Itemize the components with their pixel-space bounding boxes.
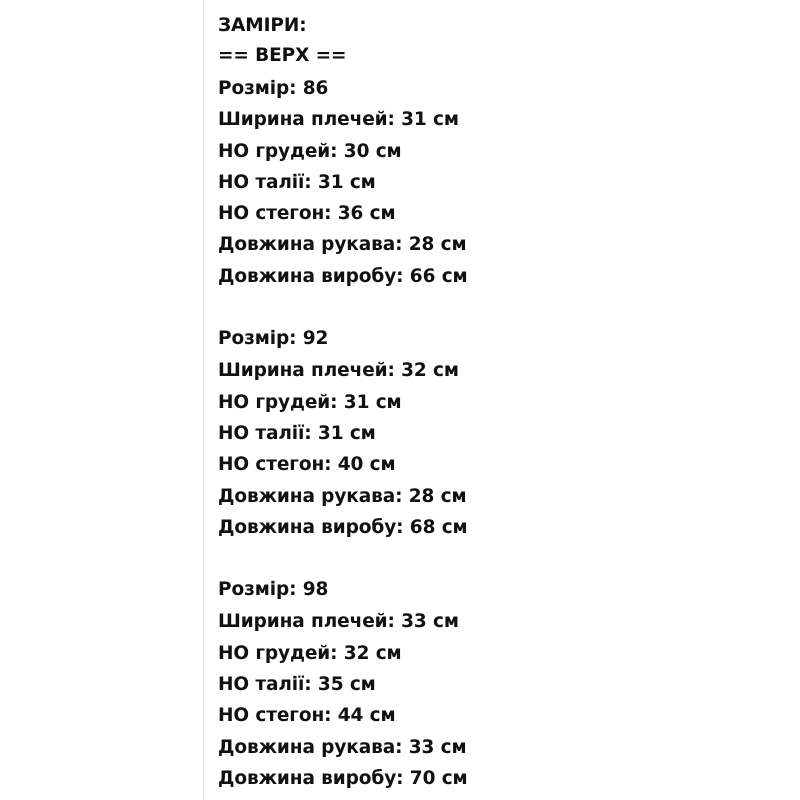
- document-title: ЗАМІРИ:: [218, 15, 307, 36]
- waist-measure: НО талії: 31 см: [218, 423, 376, 444]
- hips-measure: НО стегон: 40 см: [218, 454, 396, 475]
- sleeve-length: Довжина рукава: 28 см: [218, 234, 467, 255]
- section-heading: == ВЕРХ ==: [218, 45, 347, 66]
- left-edge-divider: [203, 0, 204, 800]
- size-label: Розмір: 92: [218, 328, 329, 349]
- size-label: Розмір: 86: [218, 78, 329, 99]
- shoulder-width: Ширина плечей: 32 см: [218, 360, 459, 381]
- chest-measure: НО грудей: 31 см: [218, 392, 402, 413]
- sleeve-length: Довжина рукава: 33 см: [218, 737, 467, 758]
- size-label: Розмір: 98: [218, 579, 329, 600]
- garment-length: Довжина виробу: 68 см: [218, 517, 468, 538]
- waist-measure: НО талії: 31 см: [218, 172, 376, 193]
- sleeve-length: Довжина рукава: 28 см: [218, 486, 467, 507]
- hips-measure: НО стегон: 36 см: [218, 203, 396, 224]
- chest-measure: НО грудей: 30 см: [218, 141, 402, 162]
- shoulder-width: Ширина плечей: 31 см: [218, 109, 459, 130]
- hips-measure: НО стегон: 44 см: [218, 705, 396, 726]
- chest-measure: НО грудей: 32 см: [218, 643, 402, 664]
- waist-measure: НО талії: 35 см: [218, 674, 376, 695]
- garment-length: Довжина виробу: 66 см: [218, 266, 468, 287]
- garment-length: Довжина виробу: 70 см: [218, 768, 468, 789]
- shoulder-width: Ширина плечей: 33 см: [218, 611, 459, 632]
